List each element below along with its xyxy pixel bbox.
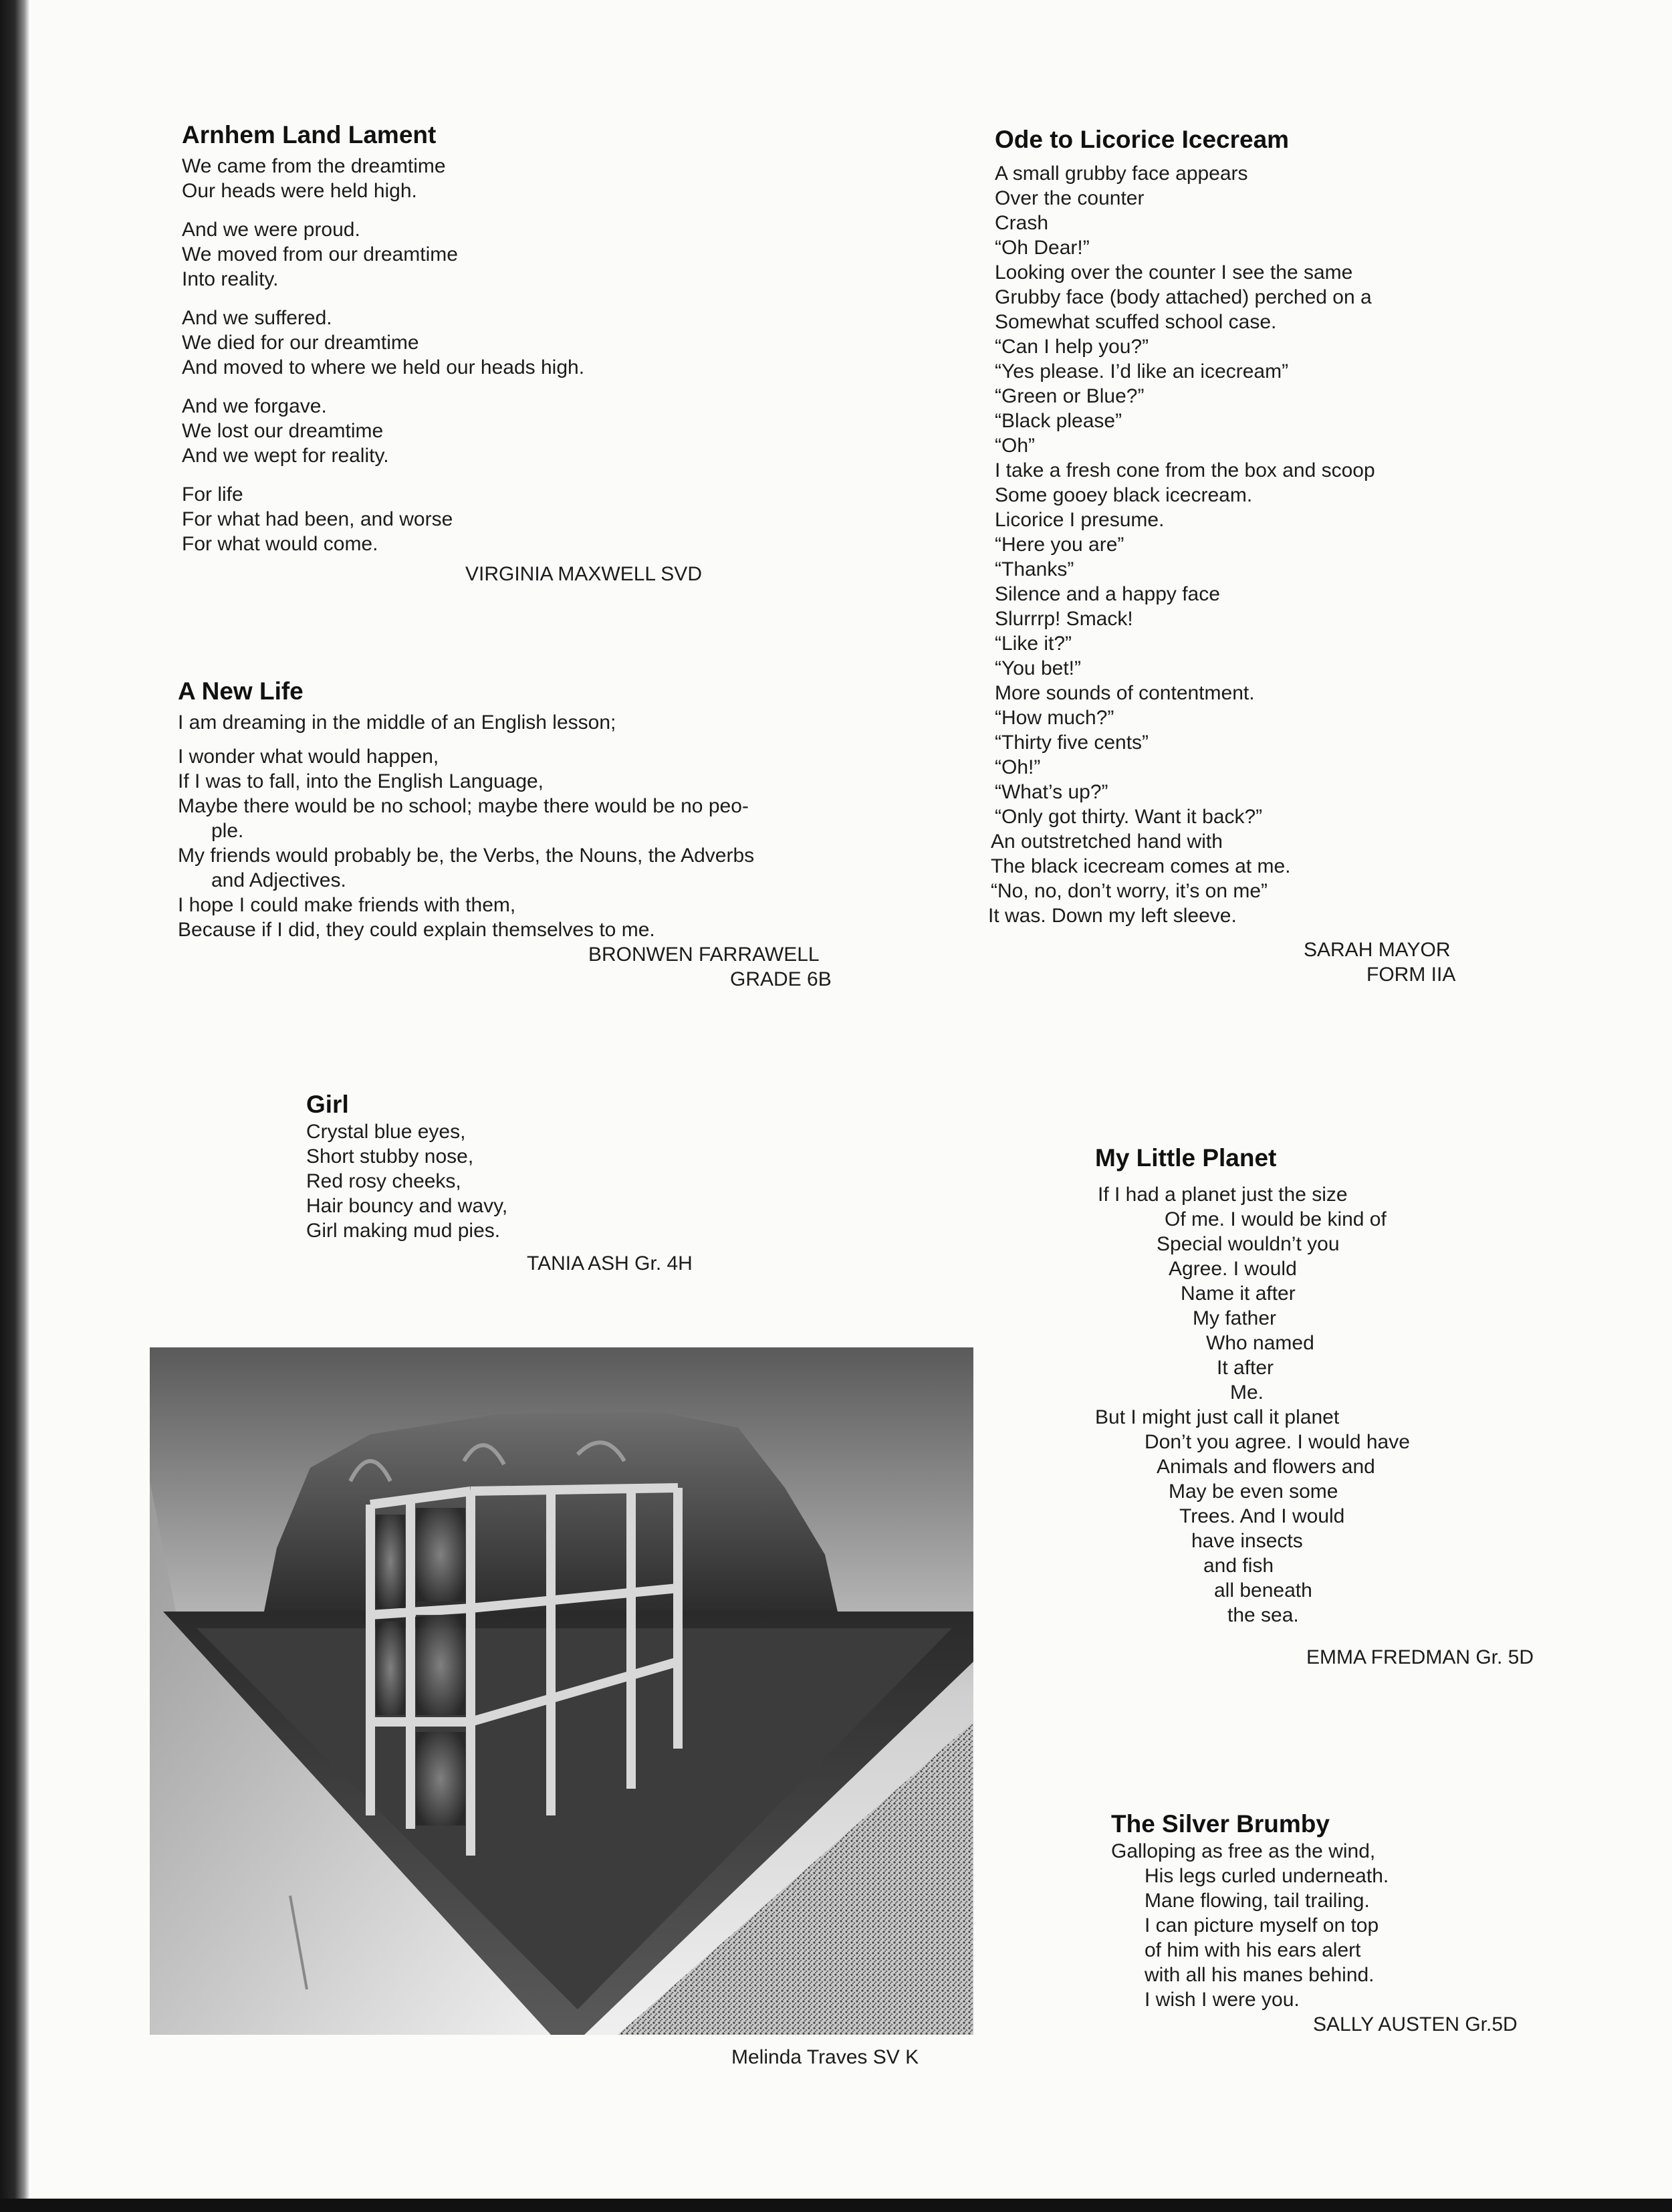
poem-line: Mane flowing, tail trailing.	[1145, 1890, 1370, 1912]
poem-line: have insects	[1191, 1530, 1303, 1552]
poem-line: Because if I did, they could explain themselves to me.	[178, 919, 655, 941]
poem-arnhem-land-lament	[182, 120, 784, 586]
poem-line: Animals and flowers and	[1157, 1456, 1375, 1478]
poem-line: “Thirty five cents”	[995, 732, 1149, 754]
artwork-painting	[150, 1347, 973, 2035]
poem-line: The black icecream comes at me.	[991, 855, 1291, 877]
poem-line: “Oh Dear!”	[995, 237, 1090, 259]
poem-line: Looking over the counter I see the same	[995, 261, 1353, 284]
poem-line: Silence and a happy face	[995, 583, 1220, 605]
poem-line: My friends would probably be, the Verbs, the Nouns, the Adverbs	[178, 845, 755, 867]
poem-line: Agree. I would	[1169, 1258, 1297, 1280]
poem-title: Arnhem Land Lament	[182, 121, 437, 148]
poem-line: Red rosy cheeks,	[306, 1170, 461, 1192]
poem-line: I am dreaming in the middle of an English lesson;	[178, 711, 616, 734]
poem-line: It after	[1217, 1357, 1274, 1379]
poem-line: I wish I were you.	[1145, 1989, 1300, 2011]
poem-line: “Can I help you?”	[995, 336, 1149, 358]
poem-line: “How much?”	[995, 707, 1114, 729]
poem-line: “Oh!”	[995, 756, 1041, 778]
poem-line: Slurrrp! Smack!	[995, 608, 1133, 630]
poem-line: the sea.	[1227, 1604, 1299, 1626]
poem-line: “Only got thirty. Want it back?”	[995, 806, 1263, 828]
poem-line: Of me. I would be kind of	[1165, 1208, 1387, 1230]
poem-line: And we were proud.	[182, 219, 360, 241]
poem-line: Maybe there would be no school; maybe there would be no peo-	[178, 795, 749, 817]
poem-line: I wonder what would happen,	[178, 746, 439, 768]
poem-author: EMMA FREDMAN Gr. 5D	[1306, 1646, 1534, 1668]
poem-line: Name it after	[1181, 1283, 1296, 1305]
poem-line: “You bet!”	[995, 657, 1081, 679]
poem-line: I take a fresh cone from the box and scoop	[995, 459, 1375, 481]
poem-line: Don’t you agree. I would have	[1145, 1431, 1410, 1453]
poem-line: We came from the dreamtime	[182, 155, 446, 177]
poem-line: Somewhat scuffed school case.	[995, 311, 1277, 333]
poem-line: And we suffered.	[182, 307, 332, 329]
poem-line: Hair bouncy and wavy,	[306, 1195, 508, 1217]
poem-line: Licorice I presume.	[995, 509, 1165, 531]
poem-line: An outstretched hand with	[991, 831, 1223, 853]
poem-line: And moved to where we held our heads high.	[182, 356, 585, 378]
poem-line: A small grubby face appears	[995, 162, 1248, 185]
poem-girl	[306, 1090, 774, 1276]
poem-line: “Oh”	[995, 435, 1035, 457]
poem-line: all beneath	[1214, 1579, 1312, 1601]
poem-line: ple.	[211, 820, 244, 842]
poem-author: TANIA ASH Gr. 4H	[527, 1252, 693, 1275]
poem-line: May be even some	[1169, 1480, 1338, 1503]
poem-title: Girl	[306, 1091, 349, 1118]
poem-form: FORM IIA	[1366, 964, 1456, 986]
poem-title: My Little Planet	[1095, 1144, 1277, 1172]
poem-line: It was. Down my left sleeve.	[988, 905, 1237, 927]
poem-line: I hope I could make friends with them,	[178, 894, 516, 916]
artwork-caption: Melinda Traves SV K	[731, 2046, 919, 2068]
poem-author: BRONWEN FARRAWELL	[588, 944, 820, 966]
poem-line: His legs curled underneath.	[1145, 1865, 1389, 1887]
poem-line: Crash	[995, 212, 1049, 234]
poem-grade: GRADE 6B	[730, 968, 832, 990]
poem-a-new-life	[178, 677, 860, 992]
poem-title: A New Life	[178, 677, 304, 705]
poem-line: Over the counter	[995, 187, 1145, 209]
poem-line: Some gooey black icecream.	[995, 484, 1253, 506]
poem-line: If I had a planet just the size	[1098, 1184, 1348, 1206]
poem-my-little-planet	[1095, 1143, 1603, 1670]
poem-line: For life	[182, 483, 243, 506]
poem-line: Into reality.	[182, 268, 279, 290]
poem-line: For what would come.	[182, 533, 378, 555]
poem-line: Our heads were held high.	[182, 180, 417, 202]
poem-line: Short stubby nose,	[306, 1145, 474, 1168]
poem-line: Me.	[1230, 1381, 1264, 1404]
poem-line: “Black please”	[995, 410, 1122, 432]
poem-line: Trees. And I would	[1179, 1505, 1345, 1527]
poem-line: Galloping as free as the wind,	[1111, 1840, 1376, 1862]
poem-title: The Silver Brumby	[1111, 1810, 1330, 1838]
poem-line: Who named	[1206, 1332, 1314, 1354]
poem-line: and Adjectives.	[211, 869, 346, 891]
poem-line: My father	[1193, 1307, 1277, 1329]
poem-line: We died for our dreamtime	[182, 332, 419, 354]
poem-line: and fish	[1203, 1555, 1274, 1577]
poem-line: We lost our dreamtime	[182, 420, 384, 442]
poem-line: More sounds of contentment.	[995, 682, 1255, 704]
poem-line: “Thanks”	[995, 558, 1074, 580]
poem-author: SALLY AUSTEN Gr.5D	[1313, 2013, 1518, 2035]
poem-line: Grubby face (body attached) perched on a	[995, 286, 1372, 308]
poem-line: And we wept for reality.	[182, 445, 389, 467]
poem-line: with all his manes behind.	[1145, 1964, 1375, 1986]
poem-title: Ode to Licorice Icecream	[995, 126, 1290, 153]
poem-line: But I might just call it planet	[1095, 1406, 1340, 1428]
poem-line: Girl making mud pies.	[306, 1220, 501, 1242]
poem-line: For what had been, and worse	[182, 508, 453, 530]
poem-line: Crystal blue eyes,	[306, 1121, 466, 1143]
poem-the-silver-brumby	[1111, 1809, 1619, 2037]
poem-line: of him with his ears alert	[1145, 1939, 1361, 1961]
poem-line: And we forgave.	[182, 395, 327, 417]
poem-line: “Green or Blue?”	[995, 385, 1145, 407]
poem-line: Special wouldn’t you	[1157, 1233, 1340, 1255]
poem-author: VIRGINIA MAXWELL SVD	[465, 563, 702, 585]
poem-line: “No, no, don’t worry, it’s on me”	[991, 880, 1268, 902]
poem-line: I can picture myself on top	[1145, 1914, 1379, 1937]
poem-author: SARAH MAYOR	[1304, 939, 1451, 961]
scan-bottom-edge	[0, 2199, 1672, 2212]
scan-left-edge	[0, 0, 29, 2212]
poem-ode-to-licorice-icecream	[988, 125, 1596, 987]
poem-line: “Like it?”	[995, 633, 1072, 655]
poem-line: If I was to fall, into the English Language,	[178, 770, 544, 792]
poem-line: “What’s up?”	[995, 781, 1108, 803]
poem-line: We moved from our dreamtime	[182, 243, 458, 265]
poem-line: “Yes please. I’d like an icecream”	[995, 360, 1289, 382]
poem-line: “Here you are”	[995, 534, 1124, 556]
